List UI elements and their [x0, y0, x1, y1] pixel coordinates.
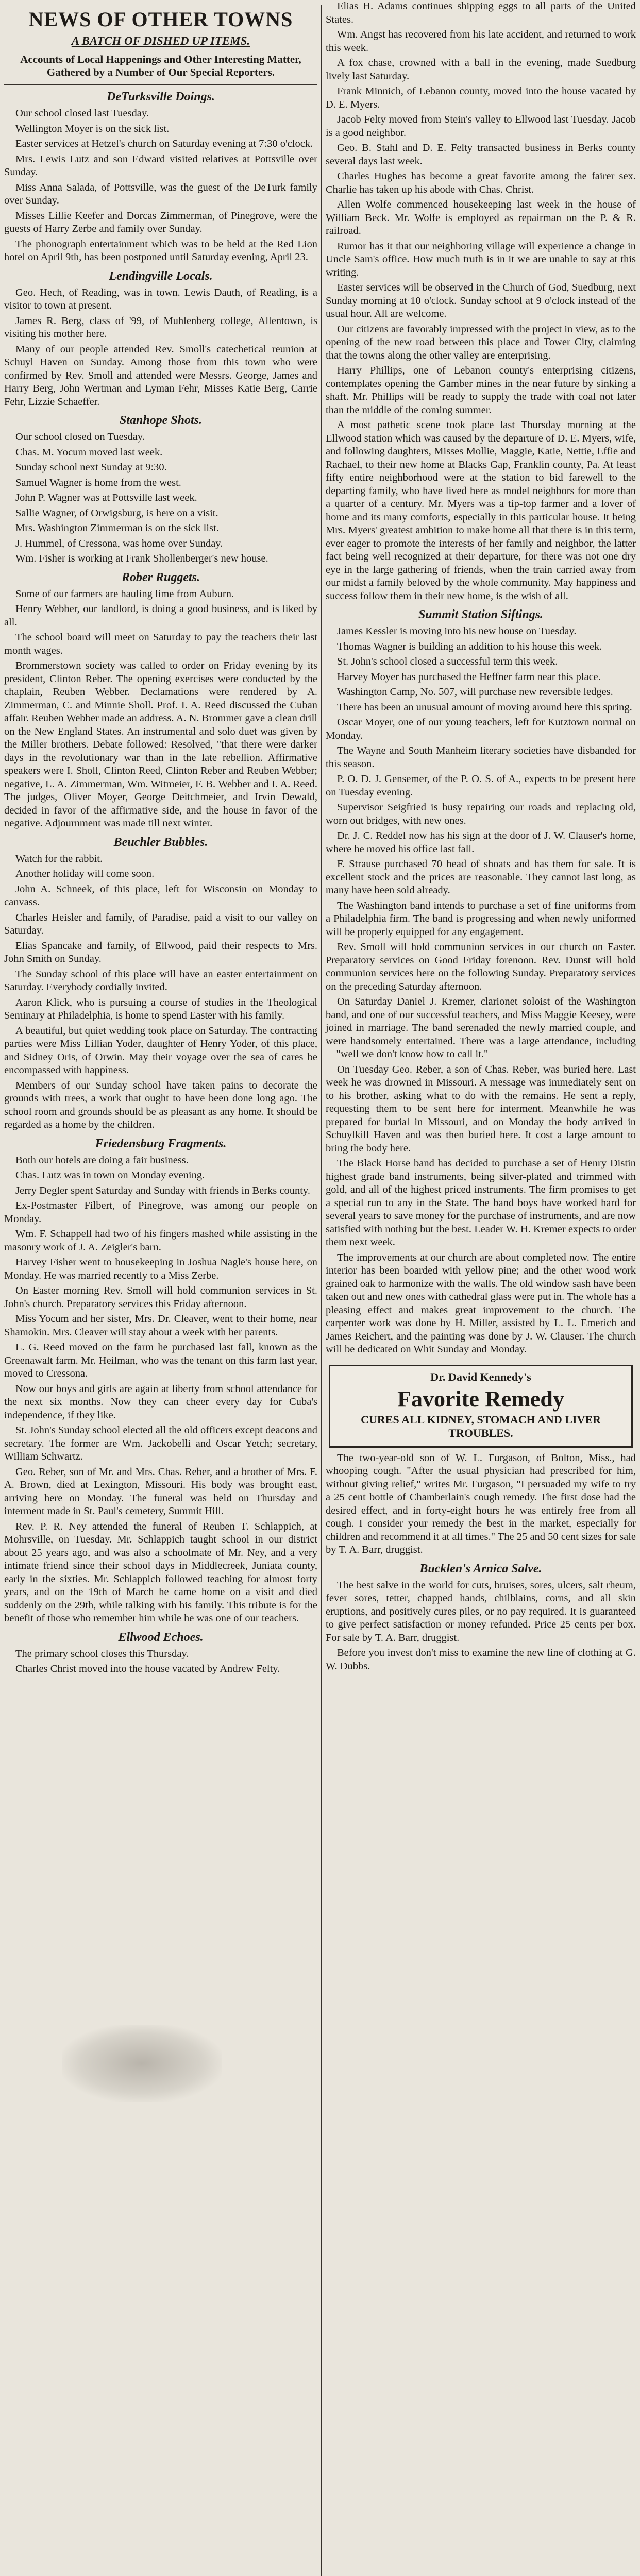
news-item: Wm. F. Schappell had two of his fingers mashed while assisting in the masonry work of J. A. Zeigler's barn.: [4, 1228, 317, 1253]
intro-deck: Accounts of Local Happenings and Other Interesting Matter, Gathered by a Number of Our Special Reporters.: [20, 53, 301, 78]
news-section: [4, 836, 317, 1132]
ad-line-3: CURES ALL KIDNEY, STOMACH AND LIVER TROUBLES.: [361, 1413, 601, 1439]
left-column: [4, 0, 317, 1678]
news-item: Ex-Postmaster Filbert, of Pinegrove, was among our people on Monday.: [4, 1200, 317, 1225]
news-item: James Kessler is moving into his new house on Tuesday.: [337, 625, 577, 637]
news-item: Both our hotels are doing a fair business.: [15, 1154, 189, 1166]
news-item: Rev. P. R. Ney attended the funeral of Reuben T. Schlappich, at Mohrsville, on Tuesday. Mr. Schlappich taught school in our district about 25 years ago, and was also a schoolmate of Mr. Ney, and a very intimate friend since their school days in Middlecreek, Juniata county, early in the sixties. Mr. Schlappich followed teaching for almost forty years, and on the 19th of March he came home on a visit and died suddenly on the 29th, while talking with his family. This tribute is for the benefit of those who remember him while he was one of our teachers.: [4, 1520, 317, 1624]
news-item: Chas. M. Yocum moved last week.: [15, 446, 163, 458]
section-heading: Bucklen's Arnica Salve.: [419, 1562, 542, 1575]
news-item: Allen Wolfe commenced housekeeping last week in the house of William Beck. Mr. Wolfe is employed as repairman on the P. & R. railroad.: [326, 199, 636, 236]
news-item: St. John's school closed a successful term this week.: [337, 656, 558, 667]
news-item: The Wayne and South Manheim literary societies have disbanded for this season.: [326, 745, 636, 770]
news-section: [4, 1137, 317, 1625]
news-item: Chas. Lutz was in town on Monday evening.: [15, 1170, 205, 1181]
news-item: Frank Minnich, of Lebanon county, moved into the house vacated by D. E. Myers.: [326, 86, 636, 110]
news-item: Brommerstown society was called to order on Friday evening by its president, Clinton Reber. The opening exercises were conducted by the chaplain, Reuben Webber. Declamations were rendered by A. Zimmerman, C. and Minnie Sholl. Prof. I. A. Reed discussed the Cuban affair. Reuben Webber made an address. A. N. Brommer gave a clean drill on the New England States. An instrumental and solo duet was given by the Miller brothers. Debate followed: Resolved, "that there were darker days in the revolutionary war than in the late rebellion. Affirmative speakers were I. Sholl, Clinton Reed, Clinton Reber and Reuben Webber; negative, L. A. Zimmerman, Wm. Witmeier, F. B. Webber and I. A. Reed. The judges, Oliver Moyer, George Deitchmeier, and Irvin Dewald, decided in favor of the affirmative side, and the house in favor of the negative. Adjournment was made till next winter.: [4, 660, 317, 829]
news-item: Members of our Sunday school have taken pains to decorate the grounds with trees, a work that ought to have been done long ago. The school room and grounds should be as pleasant as any home. It should be regarded as a home by the children.: [4, 1079, 317, 1130]
news-item: Watch for the rabbit.: [15, 853, 103, 865]
news-item: Geo. B. Stahl and D. E. Felty transacted business in Berks county several days last week.: [326, 142, 636, 167]
right-column: [326, 0, 636, 1675]
left-sections: [4, 90, 317, 1676]
news-item: Thomas Wagner is building an addition to his house this week.: [337, 640, 602, 652]
news-item: Dr. J. C. Reddel now has his sign at the door of J. W. Clauser's home, where he moved his office last fall.: [326, 830, 636, 855]
remedy-advertisement: [329, 1365, 633, 1448]
news-item: L. G. Reed moved on the farm he purchased last fall, known as the Greenawalt farm. Mr. Heilman, who was the tenant on this farm last year, moved to Cressona.: [4, 1342, 317, 1379]
news-item: Jacob Felty moved from Stein's valley to Ellwood last Tuesday. Jacob is a good neighbor.: [326, 114, 636, 139]
news-item: Many of our people attended Rev. Smoll's catechetical reunion at Schuyl Haven on Sunday. Among those from this town who were confirmed by Rev. Smoll and attended were Messrs. George, James and Harry Berg, John Wertman and Lyman Fehr, Misses Katie Berg, Carrie Fehr, Lizzie Schaeffer.: [4, 343, 317, 408]
news-item: Easter services will be observed in the Church of God, Suedburg, next Sunday morning at 10 o'clock. Sunday school at 9 o'clock instead of the usual hour. All are welcome.: [326, 282, 636, 319]
news-item: The two-year-old son of W. L. Furgason, of Bolton, Miss., had whooping cough. "After the usual physician had prescribed for him, without giving relief," writes Mr. Furgason, "I persuaded my wife to try a 25 cent bottle of Chamberlain's cough remedy. The first dose had the desired effect, and in forty-eight hours he was entirely free from all cough. I consider your remedy the best in the market, especially for children and recommend it at all times." The 25 and 50 cent sizes for sale by T. A. Barr, druggist.: [326, 1452, 636, 1555]
news-item: Our citizens are favorably impressed with the project in view, as to the opening of the new road between this place and Tower City, claiming that the towns along the other valley are enterprising.: [326, 323, 636, 361]
right-after-ad-sections: [326, 1452, 636, 1673]
news-section: [4, 571, 317, 831]
news-item: J. Hummel, of Cressona, was home over Sunday.: [15, 537, 223, 549]
news-item: On Easter morning Rev. Smoll will hold communion services in St. John's church. Preparatory services this Friday afternoon.: [4, 1285, 317, 1310]
news-item: Now our boys and girls are again at liberty from school attendance for the next six months. Now they can cheer every day for Cuba's independence, if they like.: [4, 1383, 317, 1421]
news-item: Geo. Reber, son of Mr. and Mrs. Chas. Reber, and a brother of Mrs. F. A. Brown, died at Lexington, Missouri. His body was brought east, arriving here on Monday. The funeral was held on Thursday and interment made in St. Paul's cemetery, Summit Hill.: [4, 1466, 317, 1517]
section-heading: Ellwood Echoes.: [118, 1630, 204, 1644]
news-item: Easter services at Hetzel's church on Saturday evening at 7:30 o'clock.: [15, 138, 313, 149]
headline: NEWS OF OTHER TOWNS: [28, 8, 293, 31]
news-item: Mrs. Washington Zimmerman is on the sick list.: [15, 522, 219, 534]
news-item: Charles Heisler and family, of Paradise, paid a visit to our valley on Saturday.: [4, 911, 317, 936]
news-item: On Saturday Daniel J. Kremer, clarionet soloist of the Washington band, and one of our successful teachers, and Miss Maggie Keesey, were joined in marriage. The band serenaded the newly married couple, and were handsomely entertained. There was a large attendance, including—"well we don't know how to call it.": [326, 996, 636, 1060]
news-item: On Tuesday Geo. Reber, a son of Chas. Reber, was buried here. Last week he was drowned in Missouri. A message was immediately sent on to his brother, asking what to do with the remains. He sent a reply, requesting them to be sent here for interment. Meanwhile he was prepared for burial in Missouri, and on Monday the body arrived in Schuylkill Haven and was then buried here. It cost a large amount to bring the body here.: [326, 1063, 636, 1154]
section-heading: Friedensburg Fragments.: [95, 1137, 227, 1150]
news-item: Geo. Hech, of Reading, was in town. Lewis Dauth, of Reading, is a visitor to town at present.: [4, 286, 317, 311]
news-item: Sallie Wagner, of Orwigsburg, is here on a visit.: [15, 507, 218, 519]
section-heading: Lendingville Locals.: [109, 269, 213, 283]
section-heading: Beuchler Bubbles.: [113, 835, 208, 849]
news-item: Aaron Klick, who is pursuing a course of studies in the Theological Seminary at Philadelphia, is home to spend Easter with his family.: [4, 996, 317, 1021]
news-item: Washington Camp, No. 507, will purchase new reversible ledges.: [337, 686, 613, 698]
paper-stain: [62, 2025, 222, 2102]
column-divider: [321, 5, 322, 2576]
news-item: Our school closed on Tuesday.: [15, 431, 145, 443]
news-section: [4, 269, 317, 409]
news-section: [326, 1562, 636, 1673]
news-item: A most pathetic scene took place last Thursday morning at the Ellwood station which was caused by the departure of D. E. Myers, wife, and following daughters, Misses Mollie, Maggie, Katie, Nettie, Effie and Rachael, to their new home at Blacks Gap, Franklin county, Pa. At least fifty entire neighborhood were at the station to bid farewell to the departing family, who have lived here as model neighbors for more than a quarter of a century. Mr. Myers was a tip-top farmer and a lover of home and its many comforts, especially in this particular house. It being Mrs. Myers' greatest ambition to make home all that there is in this term, ever eager to promote the interests of her family and neighbor, the latter fact being well recognized at their departure, for there was not one dry eye in the large gathering of friends, when the train carried away from our midst a family beloved by the whole community. May happiness and success follow them in their new home, is the wish of all.: [326, 419, 636, 602]
news-item: The phonograph entertainment which was to be held at the Red Lion hotel on April 9th, has been postponed until Saturday evening, April 23.: [4, 238, 317, 263]
news-item: The Washington band intends to purchase a set of fine uniforms from a Philadelphia firm. The band is progressing and when newly uniformed will be properly equipped for any engagement.: [326, 900, 636, 938]
news-item: Before you invest don't miss to examine the new line of clothing at G. W. Dubbs.: [326, 1647, 636, 1672]
news-item: St. John's Sunday school elected all the old officers except deacons and secretary. The former are Wm. Jackobelli and Oscar Yetch; secretary, William Schwartz.: [4, 1425, 317, 1462]
news-item: Miss Yocum and her sister, Mrs. Dr. Cleaver, went to their home, near Shamokin. Mrs. Cleaver will stay about a week with her parents.: [4, 1313, 317, 1338]
news-item: A fox chase, crowned with a ball in the evening, made Suedburg lively last Saturday.: [326, 57, 636, 82]
section-heading: DeTurksville Doings.: [107, 90, 215, 104]
masthead-rule: [4, 84, 317, 85]
news-item: The Sunday school of this place will have an easter entertainment on Saturday. Everybody cordially invited.: [4, 968, 317, 993]
masthead: [4, 7, 317, 79]
news-item: The improvements at our church are about completed now. The entire interior has been boarded with yellow pine; and the other wood work grained oak to harmonize with the walls. The old window sash have been taken out and new ones with cathedral glass were put in. The whole has a pleasing effect and makes great improvement to the church. The carpenter work was done by H. Miller, assisted by L. L. Emerich and James Reichert, and the painting was done by J. W. Clauser. The church will be dedicated on Whit Sunday and Monday.: [326, 1251, 636, 1355]
news-item: Charles Hughes has become a great favorite among the fairer sex. Charlie has taken up his abode with Chas. Christ.: [326, 171, 636, 195]
news-item: Wm. Angst has recovered from his late accident, and returned to work this week.: [326, 29, 636, 54]
news-item: The primary school closes this Thursday.: [15, 1648, 189, 1659]
news-item: Some of our farmers are hauling lime from Auburn.: [15, 588, 234, 600]
news-item: James R. Berg, class of '99, of Muhlenberg college, Allentown, is visiting his mother here.: [4, 315, 317, 340]
news-item: Samuel Wagner is home from the west.: [15, 477, 181, 488]
section-heading: Stanhope Shots.: [119, 414, 203, 427]
news-item: The school board will meet on Saturday to pay the teachers their last month wages.: [4, 632, 317, 656]
news-section: [326, 0, 636, 603]
news-item: John P. Wagner was at Pottsville last week.: [15, 492, 197, 503]
news-item: Misses Lillie Keefer and Dorcas Zimmerman, of Pinegrove, were the guests of Harry Zerbe and family over Sunday.: [4, 210, 317, 234]
news-item: Elias Spancake and family, of Ellwood, paid their respects to Mrs. John Smith on Sunday.: [4, 940, 317, 964]
news-item: Supervisor Seigfried is busy repairing our roads and replacing old, worn out bridges, with new ones.: [326, 802, 636, 826]
news-item: The best salve in the world for cuts, bruises, sores, ulcers, salt rheum, fever sores, tetter, chapped hands, chilblains, corns, and all skin eruptions, and positively cures piles, or no pay required. It is guaranteed to give perfect satisfaction or money refunded. Price 25 cents per box. For sale by T. A. Barr, druggist.: [326, 1579, 636, 1643]
news-section: [4, 90, 317, 264]
news-item: John A. Schneek, of this place, left for Wisconsin on Monday to canvass.: [4, 883, 317, 908]
right-sections: [326, 0, 636, 1357]
news-item: Elias H. Adams continues shipping eggs to all parts of the United States.: [326, 1, 636, 25]
news-item: Henry Webber, our landlord, is doing a good business, and is liked by all.: [4, 603, 317, 628]
news-section: [4, 1631, 317, 1676]
news-item: Oscar Moyer, one of our young teachers, left for Kutztown normal on Monday.: [326, 717, 636, 741]
news-item: Wm. Fisher is working at Frank Shollenberger's new house.: [15, 553, 268, 564]
subheadline: A BATCH OF DISHED UP ITEMS.: [71, 35, 250, 47]
news-item: Miss Anna Salada, of Pottsville, was the guest of the DeTurk family over Sunday.: [4, 181, 317, 206]
news-item: P. O. D. J. Gensemer, of the P. O. S. of A., expects to be present here on Tuesday evening.: [326, 773, 636, 798]
news-item: Harvey Fisher went to housekeeping in Joshua Nagle's house here, on Monday. He was married recently to a Miss Zerbe.: [4, 1257, 317, 1281]
news-item: Charles Christ moved into the house vacated by Andrew Felty.: [15, 1663, 280, 1674]
news-section: [4, 414, 317, 566]
news-item: F. Strause purchased 70 head of shoats and has them for sale. It is excellent stock and the prices are reasonable. They cannot last long, as many have been sold already.: [326, 858, 636, 896]
news-item: The Black Horse band has decided to purchase a set of Henry Distin highest grade band instruments, being silver-plated and trimmed with gold, and all of the highest priced instruments. The firm promises to get a special run to any in the State. The band boys have worked hard for several years to save money for the purchase of instruments, and are now satisfied with nothing but the best. Leader W. H. Kremer expects to order them next week.: [326, 1158, 636, 1248]
news-item: Wellington Moyer is on the sick list.: [15, 123, 170, 134]
news-item: Rev. Smoll will hold communion services in our church on Easter. Preparatory services on Good Friday forenoon. Rev. Dunst will hold communion services here on the following Sunday. Preparatory services on the preceding Saturday afternoon.: [326, 941, 636, 992]
news-item: Rumor has it that our neighboring village will experience a change in Uncle Sam's office. How much truth is in it we are unable to say at this writing.: [326, 240, 636, 278]
news-item: A beautiful, but quiet wedding took place on Saturday. The contracting parties were Miss Lillian Yoder, daughter of Henry Yoder, of this place, and Sidney Oris, of Orwin. May their voyage over the sea of cares be encompassed with happiness.: [4, 1025, 317, 1076]
news-section: [326, 608, 636, 1357]
news-item: There has been an unusual amount of moving around here this spring.: [337, 701, 632, 713]
news-item: Harry Phillips, one of Lebanon county's enterprising citizens, contemplates opening the Gamber mines in the near future by sinking a shaft. Mr. Phillips will be ready to supply the trade with coal not later than the middle of the coming summer.: [326, 365, 636, 416]
news-item: Mrs. Lewis Lutz and son Edward visited relatives at Pottsville over Sunday.: [4, 153, 317, 178]
news-item: Sunday school next Sunday at 9:30.: [15, 462, 167, 473]
news-item: Our school closed last Tuesday.: [15, 108, 149, 119]
news-section: [326, 1452, 636, 1557]
news-item: Harvey Moyer has purchased the Heffner farm near this place.: [337, 671, 601, 683]
ad-line-1: Dr. David Kennedy's: [430, 1370, 531, 1383]
news-item: Jerry Degler spent Saturday and Sunday with friends in Berks county.: [15, 1184, 310, 1196]
news-item: Another holiday will come soon.: [15, 868, 155, 879]
section-heading: Summit Station Siftings.: [418, 608, 544, 621]
section-heading: Rober Ruggets.: [121, 570, 200, 584]
ad-line-2: Favorite Remedy: [397, 1386, 564, 1412]
